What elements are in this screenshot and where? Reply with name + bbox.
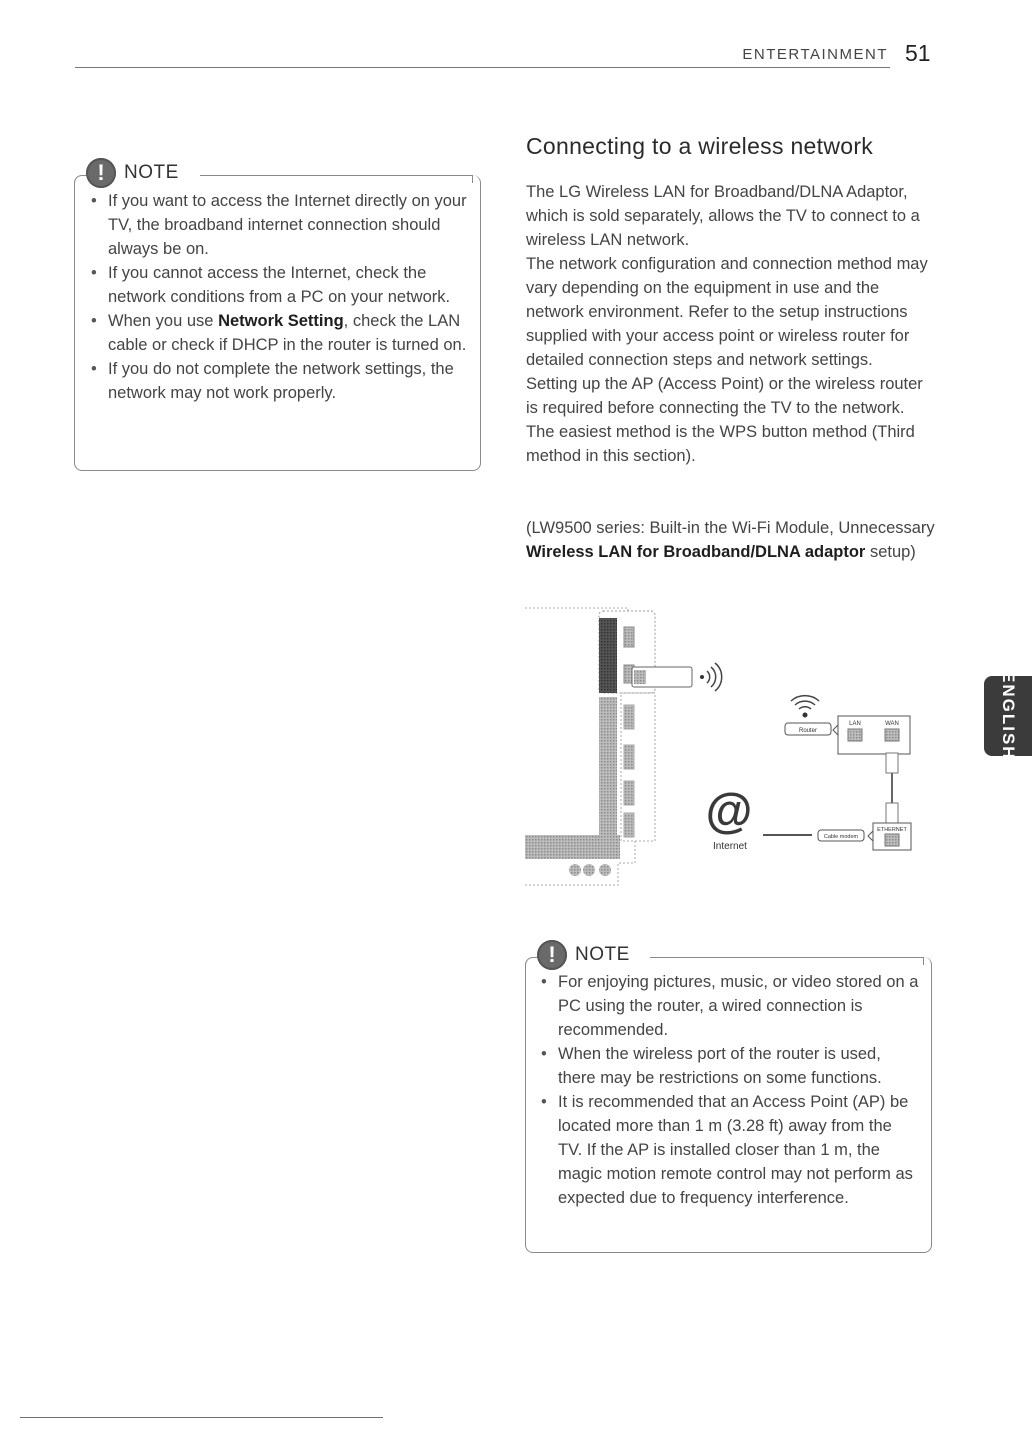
note-item [80, 189, 472, 261]
wan-port [885, 729, 899, 741]
modem-label: Cable modem [823, 834, 859, 840]
router-label: Router [798, 728, 818, 734]
paragraph: The network configuration and connection method may vary depending on the equipment in use and the network environment. Refer to the setup instructions supplied with your access point or wireless router for detailed connection steps and network settings. [526, 255, 928, 369]
note-item: • For enjoying pictures, music, or video stored on a PC using the router, a wired connection is recommended. [530, 970, 920, 1042]
paragraph: Setting up the AP (Access Point) or the wireless router is required before connecting the TV to the network. The easiest method is the WPS button method (Third method in this section). [526, 375, 923, 465]
note-item-text: When you use [108, 312, 219, 330]
wireless-connection-diagram [520, 605, 930, 890]
note-list [530, 970, 920, 1210]
wan-port-label: WAN [885, 721, 899, 727]
ethernet-port [885, 834, 899, 846]
router [785, 696, 910, 754]
lan-port-label: LAN [849, 721, 861, 727]
note-item-text: , check the LAN cable or check if DHCP in the router is turned on. [108, 312, 467, 354]
router-wifi-icon [791, 696, 819, 718]
note-item: • When the wireless port of the router is used, there may be restrictions on some functions. [530, 1042, 920, 1090]
note-frame-corner-right [472, 175, 473, 183]
note-title-rule [650, 957, 923, 958]
note-item-text: If you do not complete the network settings, the network may not work properly. [108, 360, 454, 402]
language-tab [984, 671, 1032, 761]
ethernet-cable [886, 753, 898, 823]
header-divider [75, 67, 890, 68]
intro-text [526, 180, 936, 468]
note-item [80, 261, 472, 309]
usb-wifi-dongle [632, 667, 692, 687]
note-title: NOTE [124, 162, 179, 183]
note-frame-corner-right [923, 957, 924, 965]
section-title: Connecting to a wireless network [526, 133, 874, 159]
note-item: • It is recommended that an Access Point (AP) be located more than 1 m (3.28 ft) away from the TV. If the AP is installed closer than 1 m, the magic motion remote control may not perform as expected due to frequency interference. [530, 1090, 920, 1210]
note-item-text: If you want to access the Internet directly on your TV, the broadband internet connection should always be on. [108, 192, 467, 258]
internet-icon [706, 785, 753, 852]
page-number: 51 [905, 40, 931, 66]
note-item [80, 357, 472, 405]
section-label: ENTERTAINMENT [742, 46, 888, 63]
internet-label: Internet [713, 841, 747, 852]
paragraph: The LG Wireless LAN for Broadband/DLNA Adaptor, which is sold separately, allows the TV to connect to a wireless LAN network. [526, 183, 920, 249]
note-title-rule [200, 175, 472, 176]
language-tab-label: ENGLISH [999, 671, 1018, 761]
footer-rule [20, 1417, 383, 1418]
note-header [86, 158, 187, 188]
note-header [537, 940, 638, 970]
menu-term-network-setting: Network Setting [218, 312, 344, 330]
exclamation-icon: ! [86, 158, 116, 188]
at-symbol: @ [705, 785, 753, 838]
model-note-text: setup) [865, 543, 916, 561]
note-item-text: If you cannot access the Internet, check the network conditions from a PC on your network. [108, 264, 451, 306]
tv-rear-panel [525, 608, 655, 885]
cable-modem [763, 823, 911, 850]
note-title: NOTE [575, 944, 630, 965]
exclamation-icon: ! [537, 940, 567, 970]
note-list [80, 189, 472, 405]
model-note-text: (LW9500 series: Built-in the Wi-Fi Module, Unnecessary [526, 519, 935, 537]
note-item [80, 309, 472, 357]
wifi-signal-icon [700, 663, 722, 691]
ethernet-label: ETHERNET [877, 827, 907, 833]
model-note [526, 516, 936, 564]
model-note-term: Wireless LAN for Broadband/DLNA adaptor [526, 543, 866, 561]
lan-port [848, 729, 862, 741]
